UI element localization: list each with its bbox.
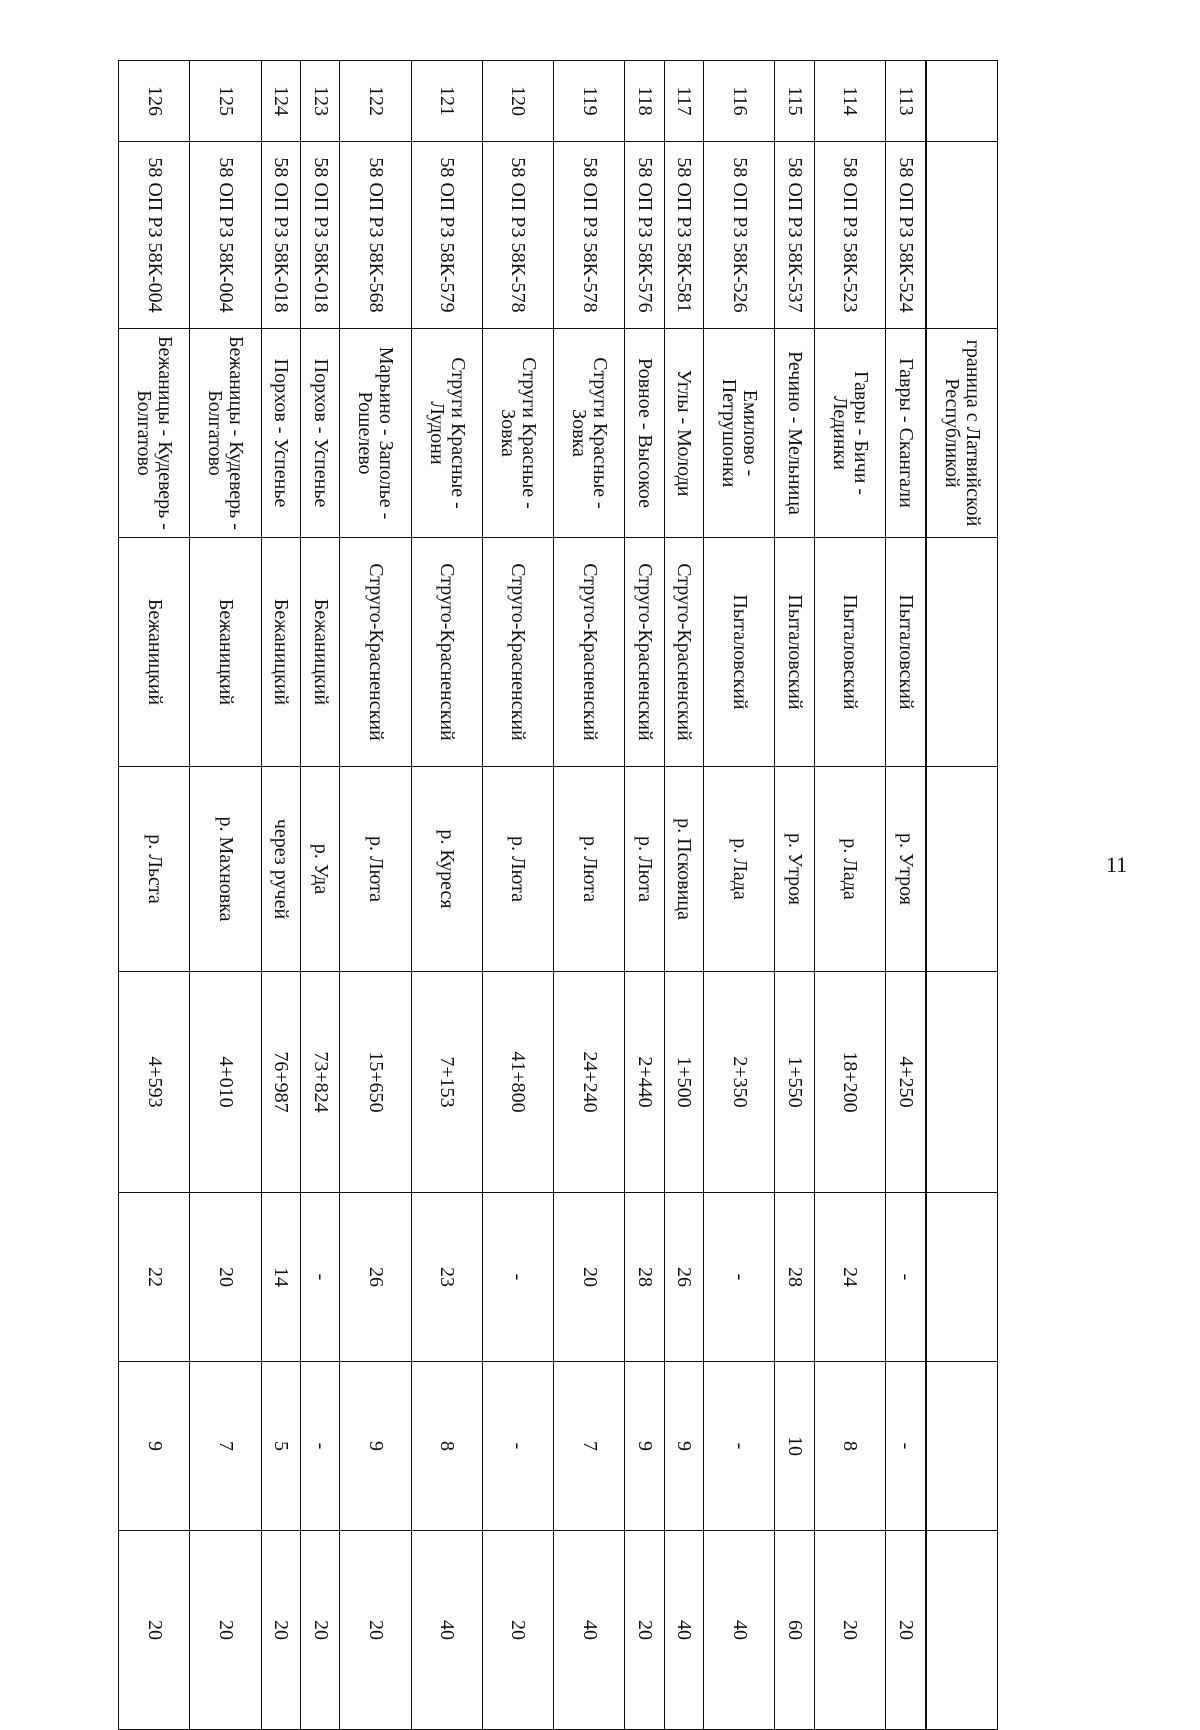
cell-district: Струго-Красненский bbox=[411, 538, 482, 767]
cell-length bbox=[926, 1193, 998, 1362]
cell-num: 119 bbox=[554, 61, 625, 142]
cell-name: Струги Красные - Зовка bbox=[554, 329, 625, 538]
cell-obstacle: р. Люта bbox=[625, 767, 664, 972]
cell-road: 58 ОП РЗ 58К-018 bbox=[261, 142, 300, 329]
cell-width bbox=[926, 1362, 998, 1531]
cell-km: 24+240 bbox=[554, 972, 625, 1193]
cell-num bbox=[926, 61, 998, 142]
cell-district: Бежаницкий bbox=[190, 538, 261, 767]
cell-name: Емилово - Петрушонки bbox=[704, 329, 775, 538]
cell-obstacle: р. Льста bbox=[119, 767, 190, 972]
cell-num: 113 bbox=[885, 61, 925, 142]
cell-load: 60 bbox=[775, 1531, 814, 1730]
cell-district: Пыталовский bbox=[775, 538, 814, 767]
cell-width: - bbox=[482, 1362, 553, 1531]
cell-road: 58 ОП РЗ 58К-578 bbox=[554, 142, 625, 329]
cell-length: - bbox=[300, 1193, 339, 1362]
cell-length: 24 bbox=[814, 1193, 885, 1362]
cell-name: Марьино - Заполье - Рошелево bbox=[340, 329, 411, 538]
cell-road: 58 ОП РЗ 58К-004 bbox=[119, 142, 190, 329]
cell-road: 58 ОП РЗ 58К-579 bbox=[411, 142, 482, 329]
cell-num: 124 bbox=[261, 61, 300, 142]
cell-road bbox=[926, 142, 998, 329]
cell-width: - bbox=[300, 1362, 339, 1531]
cell-length: 23 bbox=[411, 1193, 482, 1362]
cell-district: Пыталовский bbox=[885, 538, 925, 767]
cell-load: 40 bbox=[704, 1531, 775, 1730]
cell-num: 117 bbox=[664, 61, 703, 142]
cell-district: Струго-Красненский bbox=[340, 538, 411, 767]
cell-name: Бежаницы - Кудеверь - Болгатово bbox=[190, 329, 261, 538]
cell-obstacle: р. Утроя bbox=[885, 767, 925, 972]
cell-length: 14 bbox=[261, 1193, 300, 1362]
cell-km: 73+824 bbox=[300, 972, 339, 1193]
cell-load: 20 bbox=[814, 1531, 885, 1730]
cell-district bbox=[926, 538, 998, 767]
cell-name: Речино - Мельница bbox=[775, 329, 814, 538]
cell-load: 40 bbox=[664, 1531, 703, 1730]
cell-load: 20 bbox=[885, 1531, 925, 1730]
cell-road: 58 ОП РЗ 58К-581 bbox=[664, 142, 703, 329]
rotated-table-container bbox=[118, 60, 998, 1648]
cell-district: Струго-Красненский bbox=[664, 538, 703, 767]
cell-name: Бежаницы - Кудеверь - Болгатово bbox=[119, 329, 190, 538]
cell-road: 58 ОП РЗ 58К-523 bbox=[814, 142, 885, 329]
cell-obstacle: р. Куреся bbox=[411, 767, 482, 972]
cell-load: 20 bbox=[340, 1531, 411, 1730]
cell-road: 58 ОП РЗ 58К-004 bbox=[190, 142, 261, 329]
cell-width: 7 bbox=[190, 1362, 261, 1531]
cell-km: 1+500 bbox=[664, 972, 703, 1193]
cell-length: 26 bbox=[340, 1193, 411, 1362]
cell-obstacle: р. Махновка bbox=[190, 767, 261, 972]
cell-length: 20 bbox=[190, 1193, 261, 1362]
cell-km: 4+593 bbox=[119, 972, 190, 1193]
cell-num: 115 bbox=[775, 61, 814, 142]
table-row bbox=[190, 61, 261, 1730]
bridges-table bbox=[118, 60, 998, 1730]
table-row bbox=[119, 61, 190, 1730]
cell-num: 125 bbox=[190, 61, 261, 142]
table-row bbox=[664, 61, 703, 1730]
cell-km: 2+440 bbox=[625, 972, 664, 1193]
cell-width: 8 bbox=[814, 1362, 885, 1531]
cell-num: 116 bbox=[704, 61, 775, 142]
cell-km: 18+200 bbox=[814, 972, 885, 1193]
table-row bbox=[340, 61, 411, 1730]
table-row bbox=[775, 61, 814, 1730]
table-header-row bbox=[926, 61, 998, 1730]
cell-km: 4+250 bbox=[885, 972, 925, 1193]
cell-km bbox=[926, 972, 998, 1193]
cell-length: - bbox=[885, 1193, 925, 1362]
page-number: 11 bbox=[1106, 852, 1128, 877]
cell-num: 121 bbox=[411, 61, 482, 142]
table-row bbox=[704, 61, 775, 1730]
cell-width: 10 bbox=[775, 1362, 814, 1531]
cell-obstacle: р. Люта bbox=[340, 767, 411, 972]
cell-load: 40 bbox=[554, 1531, 625, 1730]
cell-num: 123 bbox=[300, 61, 339, 142]
cell-num: 122 bbox=[340, 61, 411, 142]
cell-road: 58 ОП РЗ 58К-526 bbox=[704, 142, 775, 329]
cell-road: 58 ОП РЗ 58К-578 bbox=[482, 142, 553, 329]
cell-district: Бежаницкий bbox=[119, 538, 190, 767]
table-row bbox=[814, 61, 885, 1730]
cell-obstacle: р. Лада bbox=[704, 767, 775, 972]
cell-name: Гавры - Скангали bbox=[885, 329, 925, 538]
table-row bbox=[482, 61, 553, 1730]
cell-obstacle: р. Люта bbox=[482, 767, 553, 972]
cell-name: Струги Красные - Лудони bbox=[411, 329, 482, 538]
cell-obstacle: через ручей bbox=[261, 767, 300, 972]
cell-district: Струго-Красненский bbox=[554, 538, 625, 767]
cell-length: 28 bbox=[775, 1193, 814, 1362]
cell-road: 58 ОП РЗ 58К-524 bbox=[885, 142, 925, 329]
cell-obstacle: р. Люта bbox=[554, 767, 625, 972]
cell-name: Ровное - Высокое bbox=[625, 329, 664, 538]
table-row bbox=[411, 61, 482, 1730]
cell-width: 9 bbox=[340, 1362, 411, 1531]
cell-width: 7 bbox=[554, 1362, 625, 1531]
cell-district: Пыталовский bbox=[814, 538, 885, 767]
cell-district: Струго-Красненский bbox=[625, 538, 664, 767]
cell-width: - bbox=[885, 1362, 925, 1531]
cell-num: 126 bbox=[119, 61, 190, 142]
cell-obstacle: р. Лада bbox=[814, 767, 885, 972]
cell-load: 20 bbox=[119, 1531, 190, 1730]
cell-road: 58 ОП РЗ 58К-018 bbox=[300, 142, 339, 329]
cell-km: 4+010 bbox=[190, 972, 261, 1193]
table-row bbox=[261, 61, 300, 1730]
cell-km: 41+800 bbox=[482, 972, 553, 1193]
cell-obstacle: р. Утроя bbox=[775, 767, 814, 972]
cell-name: Гавры - Бичи - Лединки bbox=[814, 329, 885, 538]
cell-length: 26 bbox=[664, 1193, 703, 1362]
cell-obstacle: р. Уда bbox=[300, 767, 339, 972]
cell-width: - bbox=[704, 1362, 775, 1531]
cell-num: 120 bbox=[482, 61, 553, 142]
cell-width: 9 bbox=[664, 1362, 703, 1531]
cell-num: 114 bbox=[814, 61, 885, 142]
cell-width: 9 bbox=[119, 1362, 190, 1531]
cell-km: 1+550 bbox=[775, 972, 814, 1193]
cell-district: Бежаницкий bbox=[300, 538, 339, 767]
table-row bbox=[554, 61, 625, 1730]
cell-road: 58 ОП РЗ 58К-568 bbox=[340, 142, 411, 329]
cell-name: Углы - Молоди bbox=[664, 329, 703, 538]
cell-km: 15+650 bbox=[340, 972, 411, 1193]
cell-road: 58 ОП РЗ 58К-537 bbox=[775, 142, 814, 329]
cell-load: 20 bbox=[261, 1531, 300, 1730]
cell-district: Бежаницкий bbox=[261, 538, 300, 767]
cell-obstacle: р. Псковица bbox=[664, 767, 703, 972]
cell-length: 20 bbox=[554, 1193, 625, 1362]
cell-width: 9 bbox=[625, 1362, 664, 1531]
cell-obstacle bbox=[926, 767, 998, 972]
cell-length: - bbox=[482, 1193, 553, 1362]
cell-km: 76+987 bbox=[261, 972, 300, 1193]
cell-load: 20 bbox=[482, 1531, 553, 1730]
cell-load: 40 bbox=[411, 1531, 482, 1730]
table-row bbox=[625, 61, 664, 1730]
cell-load: 20 bbox=[300, 1531, 339, 1730]
cell-name: Порхов - Успенье bbox=[261, 329, 300, 538]
cell-length: 28 bbox=[625, 1193, 664, 1362]
table-row bbox=[300, 61, 339, 1730]
cell-district: Струго-Красненский bbox=[482, 538, 553, 767]
cell-load: 20 bbox=[190, 1531, 261, 1730]
cell-name: Струги Красные - Зовка bbox=[482, 329, 553, 538]
cell-name: граница с Латвийской Республикой bbox=[926, 329, 998, 538]
cell-district: Пыталовский bbox=[704, 538, 775, 767]
table-row bbox=[885, 61, 925, 1730]
cell-name: Порхов - Успенье bbox=[300, 329, 339, 538]
cell-load: 20 bbox=[625, 1531, 664, 1730]
cell-width: 5 bbox=[261, 1362, 300, 1531]
cell-length: 22 bbox=[119, 1193, 190, 1362]
cell-load bbox=[926, 1531, 998, 1730]
cell-road: 58 ОП РЗ 58К-576 bbox=[625, 142, 664, 329]
cell-length: - bbox=[704, 1193, 775, 1362]
cell-km: 7+153 bbox=[411, 972, 482, 1193]
cell-num: 118 bbox=[625, 61, 664, 142]
cell-km: 2+350 bbox=[704, 972, 775, 1193]
cell-width: 8 bbox=[411, 1362, 482, 1531]
